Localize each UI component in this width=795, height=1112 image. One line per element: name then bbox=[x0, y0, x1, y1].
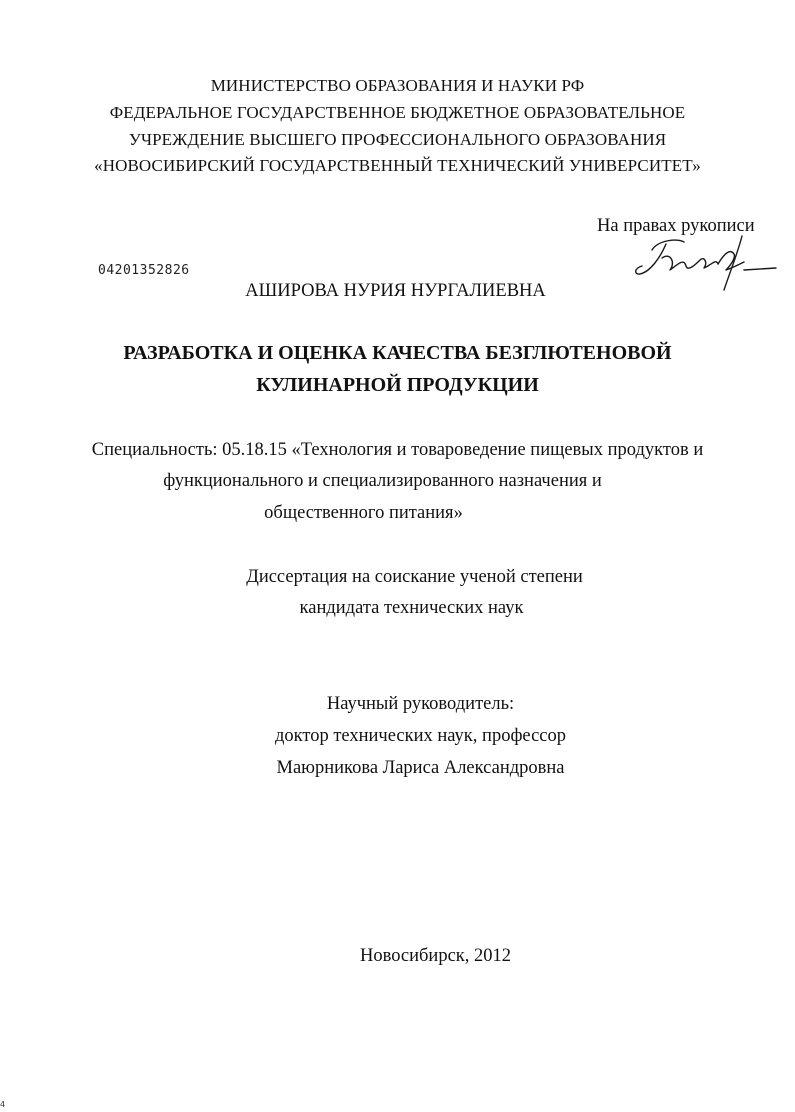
ministry-line: МИНИСТЕРСТВО ОБРАЗОВАНИЯ И НАУКИ РФ bbox=[210, 76, 585, 95]
specialty-line-1: Специальность: 05.18.15 «Технология и товароведение пищевых продуктов и bbox=[91, 440, 704, 460]
author-name: АШИРОВА НУРИЯ НУРГАЛИЕВНА bbox=[245, 281, 546, 301]
manuscript-rights-note: На правах рукописи bbox=[597, 216, 755, 236]
institution-level-line: УЧРЕЖДЕНИЕ ВЫСШЕГО ПРОФЕССИОНАЛЬНОГО ОБРАЗОВАНИЯ bbox=[128, 130, 667, 149]
scan-corner-mark: 4 bbox=[0, 1100, 6, 1109]
institution-type-line: ФЕДЕРАЛЬНОЕ ГОСУДАРСТВЕННОЕ БЮДЖЕТНОЕ ОБРАЗОВАТЕЛЬНОЕ bbox=[109, 103, 686, 122]
specialty-line-3: общественного питания» bbox=[264, 503, 463, 523]
dissertation-title-line-1: РАЗРАБОТКА И ОЦЕНКА КАЧЕСТВА БЕЗГЛЮТЕНОВОЙ bbox=[123, 342, 672, 364]
university-name-line: «НОВОСИБИРСКИЙ ГОСУДАРСТВЕННЫЙ ТЕХНИЧЕСКИЙ УНИВЕРСИТЕТ» bbox=[94, 156, 701, 175]
supervisor-name: Маюрникова Лариса Александровна bbox=[276, 758, 565, 778]
place-and-year: Новосибирск, 2012 bbox=[359, 946, 512, 966]
degree-line-1: Диссертация на соискание ученой степени bbox=[246, 567, 583, 587]
supervisor-credentials: доктор технических наук, профессор bbox=[274, 726, 567, 746]
degree-line-2: кандидата технических наук bbox=[299, 598, 524, 618]
specialty-line-2: функционального и специализированного назначения и bbox=[163, 471, 602, 491]
supervisor-label: Научный руководитель: bbox=[326, 694, 515, 714]
dissertation-title-line-2: КУЛИНАРНОЙ ПРОДУКЦИИ bbox=[256, 374, 539, 396]
catalog-code: 04201352826 bbox=[98, 263, 190, 278]
